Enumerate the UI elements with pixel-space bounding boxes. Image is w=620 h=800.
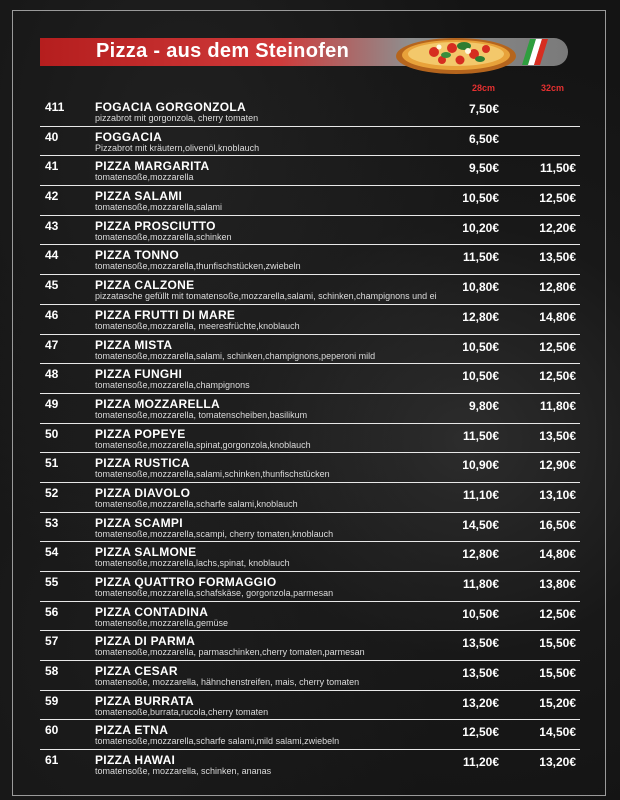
item-price-28cm: 11,20€ [462,755,499,770]
item-name: PIZZA SALMONE [95,545,197,560]
item-description: tomatensoße,mozzarella [95,172,194,183]
item-description: tomatensoße,mozzarella,salami,schinken,thunfischstücken [95,469,330,480]
item-name: FOGGACIA [95,129,163,144]
menu-item [40,513,580,543]
menu-item [40,542,580,572]
item-description: Pizzabrot mit kräutern,olivenöl,knoblauch [95,142,260,153]
item-price-32cm: 12,80€ [539,280,576,295]
item-name: PIZZA MISTA [95,337,173,352]
size-label-28cm: 28cm [472,83,496,93]
item-price-32cm: 14,80€ [539,309,576,324]
item-number: 52 [45,485,59,500]
item-number: 41 [45,159,59,174]
menu-item [40,631,580,661]
menu-item [40,661,580,691]
item-price-28cm: 12,80€ [462,309,499,324]
item-description: tomatensoße,mozzarella,schafskäse, gorgonzola,parmesan [95,588,334,598]
item-description: pizzabrot mit gorgonzola, cherry tomaten [95,113,259,123]
menu-item [40,424,580,454]
item-price-28cm: 13,50€ [462,636,499,651]
item-number: 53 [45,515,59,530]
item-description: tomatensoße,mozzarella,scharfe salami,knoblauch [95,498,298,509]
item-name: PIZZA DI PARMA [95,634,196,649]
menu-item [40,127,580,157]
item-price-32cm: 13,20€ [539,755,576,770]
item-price-28cm: 11,50€ [462,428,499,443]
item-name: PIZZA CALZONE [95,278,195,293]
item-price-32cm: 11,80€ [539,398,576,413]
item-name: PIZZA CESAR [95,664,178,679]
item-name: PIZZA ETNA [95,723,169,738]
item-price-32cm: 14,50€ [539,725,576,740]
item-price-28cm: 13,20€ [462,695,499,710]
item-price-32cm: 13,10€ [539,487,576,502]
item-description: tomatensoße,mozzarella, tomatenscheiben,basilikum [95,409,308,420]
menu-item [40,453,580,483]
item-description: tomatensoße, mozzarella, schinken, ananas [95,766,272,777]
item-price-32cm: 13,80€ [539,577,576,591]
menu-item [40,305,580,335]
item-price-32cm: 12,20€ [539,220,576,235]
page-title: Pizza - aus dem Steinofen [96,40,350,62]
item-price-32cm: 11,50€ [539,161,576,176]
item-price-28cm: 10,90€ [462,458,499,473]
item-number: 411 [45,100,65,114]
item-price-28cm: 10,50€ [462,191,499,206]
item-name: PIZZA HAWAI [95,753,176,768]
item-number: 57 [45,634,59,649]
item-name: PIZZA BURRATA [95,693,194,708]
item-name: PIZZA FRUTTI DI MARE [95,307,236,322]
item-number: 46 [45,307,59,322]
item-name: FOGACIA GORGONZOLA [95,100,246,114]
item-price-32cm: 13,50€ [539,250,576,265]
item-price-28cm: 12,50€ [462,725,499,740]
item-name: PIZZA QUATTRO FORMAGGIO [95,575,277,589]
item-number: 40 [45,129,59,144]
item-number: 59 [45,693,59,708]
menu-item [40,572,580,602]
item-price-28cm: 10,50€ [462,606,499,621]
item-number: 54 [45,545,59,560]
item-name: PIZZA TONNO [95,248,179,263]
item-number: 60 [45,723,59,738]
item-price-28cm: 6,50€ [468,131,499,146]
menu-item [40,720,580,750]
item-description: tomatensoße,mozzarella, parmaschinken,cherry tomaten,parmesan [95,647,365,658]
item-description: tomatensoße,mozzarella,thunfischstücken,zwiebeln [95,261,301,272]
item-description: tomatensoße,mozzarella,salami, schinken,champignons,peperoni mild [95,350,376,361]
item-name: PIZZA DIAVOLO [95,485,191,500]
item-price-32cm: 12,50€ [539,369,576,384]
item-price-28cm: 9,80€ [468,398,499,413]
item-price-28cm: 11,80€ [462,577,499,591]
menu-item [40,186,580,216]
item-description: tomatensoße,mozzarella,scampi, cherry tomaten,knoblauch [95,528,334,539]
item-description: tomatensoße,mozzarella, meeresfrüchte,knoblauch [95,320,300,331]
item-price-32cm: 14,80€ [539,547,576,562]
menu-list [40,97,580,780]
menu-item [40,216,580,246]
item-number: 44 [45,248,59,263]
item-description: tomatensoße,mozzarella,champignons [95,380,250,391]
item-price-28cm: 11,50€ [462,250,499,265]
item-price-32cm: 15,50€ [539,636,576,651]
item-price-28cm: 13,50€ [462,666,499,681]
item-price-32cm: 13,50€ [539,428,576,443]
item-name: PIZZA POPEYE [95,426,186,441]
item-description: tomatensoße,burrata,rucola,cherry tomaten [95,706,269,717]
menu-item [40,691,580,721]
item-price-32cm: 12,50€ [539,606,576,621]
size-label-32cm: 32cm [541,83,565,93]
item-number: 56 [45,604,59,619]
item-number: 49 [45,396,59,411]
item-number: 55 [45,575,59,589]
item-name: PIZZA RUSTICA [95,456,190,471]
item-number: 45 [45,278,59,293]
item-name: PIZZA SALAMI [95,189,183,204]
item-price-28cm: 14,50€ [462,517,499,532]
item-description: tomatensoße,mozzarella,gemüse [95,617,229,628]
item-price-28cm: 10,50€ [462,369,499,384]
item-name: PIZZA FUNGHI [95,367,183,382]
item-name: PIZZA MOZZARELLA [95,396,221,411]
item-description: tomatensoße,mozzarella,schinken [95,231,232,242]
pizza-image [394,30,518,76]
item-number: 51 [45,456,59,471]
item-number: 48 [45,367,59,382]
menu-item [40,394,580,424]
item-number: 50 [45,426,59,441]
menu-item [40,156,580,186]
menu-item [40,602,580,632]
menu-item [40,364,580,394]
menu-item [40,245,580,275]
item-price-32cm: 15,50€ [539,666,576,681]
item-number: 47 [45,337,59,352]
item-price-32cm: 12,90€ [539,458,576,473]
item-price-32cm: 16,50€ [539,517,576,532]
item-name: PIZZA MARGARITA [95,159,210,174]
item-description: pizzatasche gefüllt mit tomatensoße,mozzarella,salami, schinken,champignons und ei [95,291,437,302]
item-number: 58 [45,664,59,679]
item-price-28cm: 10,50€ [462,339,499,354]
item-price-28cm: 10,80€ [462,280,499,295]
menu-item [40,750,580,780]
item-name: PIZZA CONTADINA [95,604,209,619]
item-price-28cm: 12,80€ [462,547,499,562]
item-price-32cm: 15,20€ [539,695,576,710]
item-description: tomatensoße,mozzarella,lachs,spinat, knoblauch [95,558,290,569]
menu-item [40,335,580,365]
menu-item [40,97,580,127]
item-price-28cm: 7,50€ [468,102,499,116]
item-price-28cm: 11,10€ [462,487,499,502]
item-number: 42 [45,189,59,204]
menu-item [40,275,580,305]
item-number: 61 [45,753,59,768]
item-price-32cm: 12,50€ [539,339,576,354]
item-number: 43 [45,218,59,233]
menu-item [40,483,580,513]
item-description: tomatensoße, mozzarella, hähnchenstreifen, mais, cherry tomaten [95,677,360,688]
item-name: PIZZA SCAMPI [95,515,183,530]
item-description: tomatensoße,mozzarella,scharfe salami,mild salami,zwiebeln [95,736,340,747]
item-price-28cm: 9,50€ [468,161,499,176]
item-price-32cm: 12,50€ [539,191,576,206]
item-name: PIZZA PROSCIUTTO [95,218,216,233]
item-description: tomatensoße,mozzarella,spinat,gorgonzola,knoblauch [95,439,311,450]
item-description: tomatensoße,mozzarella,salami [95,202,223,213]
item-price-28cm: 10,20€ [462,220,499,235]
italy-flag-icon [518,37,550,67]
